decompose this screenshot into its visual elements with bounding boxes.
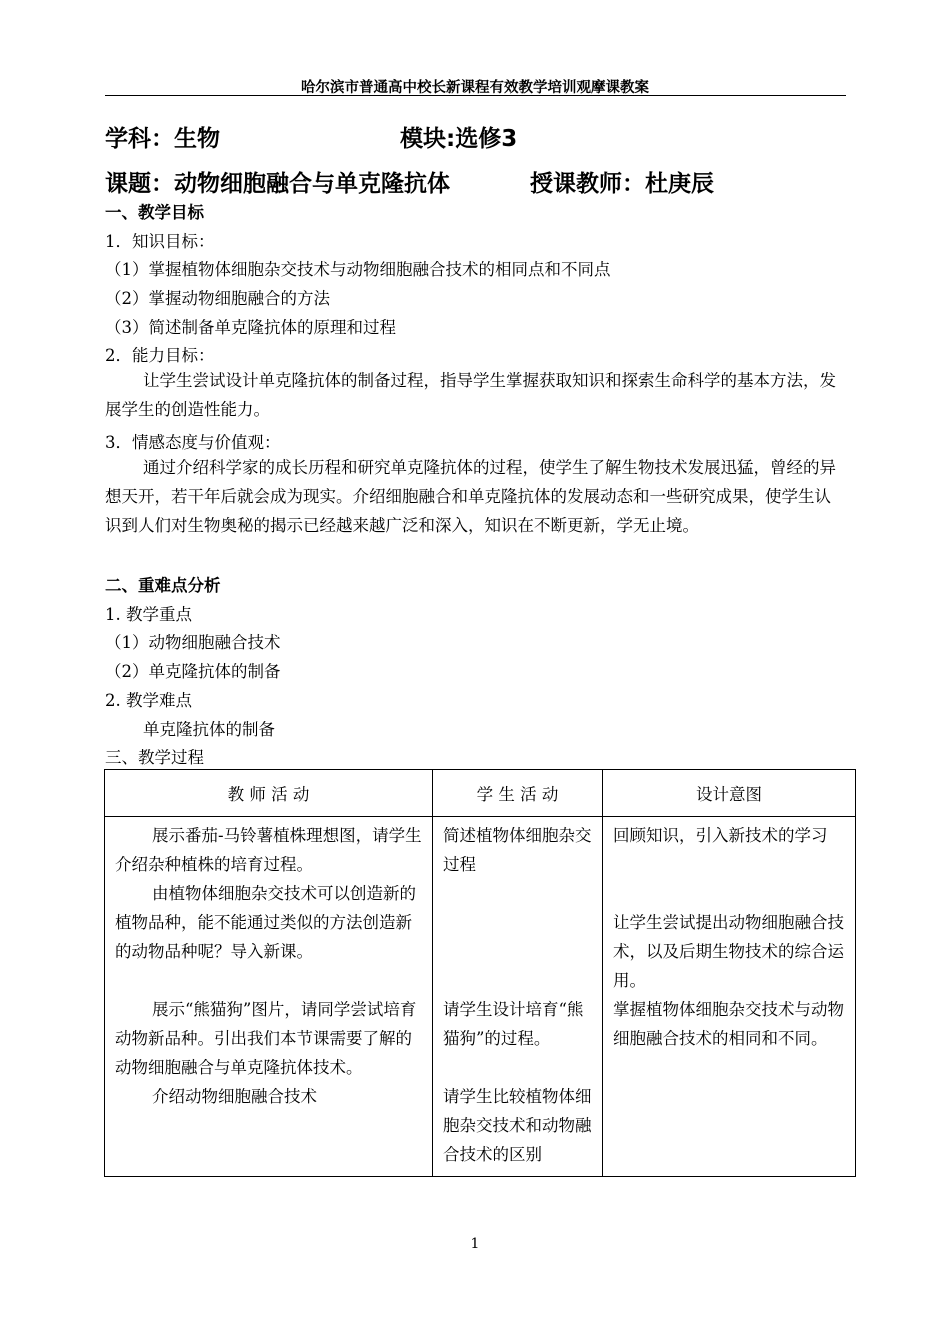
page-number: 1 [470, 1236, 480, 1252]
knowledge-item-3: （3）简述制备单克隆抗体的原理和过程 [105, 318, 396, 337]
header-student-activity: 学 生 活 动 [433, 770, 603, 817]
knowledge-item-1: （1）掌握植物体细胞杂交技术与动物细胞融合技术的相同点和不同点 [105, 260, 611, 279]
table-header-row [105, 770, 856, 817]
teacher-label: 授课教师：杜庚辰 [530, 171, 714, 197]
student-activity-1: 简述植物体细胞杂交过程 [443, 826, 592, 874]
topic-label: 课题：动物细胞融合与单克隆抗体 [105, 171, 450, 197]
design-intent-1: 回顾知识，引入新技术的学习 [613, 826, 828, 845]
teacher-activity-cell [105, 817, 433, 1177]
design-intent-3: 掌握植物体细胞杂交技术与动物细胞融合技术的相同和不同。 [613, 1000, 844, 1048]
page-header: 哈尔滨市普通高中校长新课程有效教学培训观摩课教案 [301, 80, 649, 96]
emotion-text: 通过介绍科学家的成长历程和研究单克隆抗体的过程，使学生了解生物技术发展迅猛，曾经的异想天开，若干年后就会成为现实。介绍细胞融合和单克隆抗体的发展动态和一些研究成果，使学生认识到人们对生物奥秘的揭示已经越来越广泛和深入，知识在不断更新，学无止境。 [105, 458, 836, 535]
ability-title: 2．能力目标： [105, 346, 215, 365]
teacher-activity-3: 展示“熊猫狗”图片，请同学尝试培育动物新品种。引出我们本节课需要了解的动物细胞融合与单克隆抗体技术。 [115, 1000, 417, 1077]
knowledge-title: 1．知识目标： [105, 232, 215, 251]
process-table [104, 769, 856, 1177]
table-row [105, 817, 856, 1177]
design-intent-cell [603, 817, 856, 1177]
keypoint-item-2: （2）单克隆抗体的制备 [105, 662, 281, 681]
header-teacher-activity: 教 师 活 动 [105, 770, 433, 817]
teacher-activity-4: 介绍动物细胞融合技术 [152, 1087, 317, 1106]
keypoints-title: 1. 教学重点 [105, 605, 192, 624]
section-process-title: 三、教学过程 [105, 748, 204, 767]
knowledge-item-2: （2）掌握动物细胞融合的方法 [105, 289, 330, 308]
header-divider [105, 95, 846, 96]
student-activity-3: 请学生比较植物体细胞杂交技术和动物融合技术的区别 [443, 1087, 592, 1164]
student-activity-2: 请学生设计培育“熊猫狗”的过程。 [443, 1000, 584, 1048]
teacher-activity-1: 展示番茄-马铃薯植株理想图，请学生介绍杂种植株的培育过程。 [115, 826, 422, 874]
keypoint-item-1: （1）动物细胞融合技术 [105, 633, 281, 652]
difficulty-title: 2. 教学难点 [105, 691, 192, 710]
section-keypoints-title: 二、重难点分析 [105, 576, 221, 595]
module-label: 模块:选修3 [400, 126, 518, 152]
section-objectives-title: 一、教学目标 [105, 203, 204, 222]
design-intent-2: 让学生尝试提出动物细胞融合技术，以及后期生物技术的综合运用。 [613, 913, 844, 990]
teacher-activity-2: 由植物体细胞杂交技术可以创造新的植物品种，能不能通过类似的方法创造新的动物品种呢？导入新课。 [115, 884, 416, 961]
difficulty-item-1: 单克隆抗体的制备 [143, 720, 275, 739]
student-activity-cell [433, 817, 603, 1177]
emotion-title: 3．情感态度与价值观： [105, 433, 281, 452]
ability-text: 让学生尝试设计单克隆抗体的制备过程，指导学生掌握获取知识和探索生命科学的基本方法，发展学生的创造性能力。 [105, 371, 836, 419]
header-design-intent: 设计意图 [603, 770, 856, 817]
subject-label: 学科：生物 [105, 126, 220, 152]
